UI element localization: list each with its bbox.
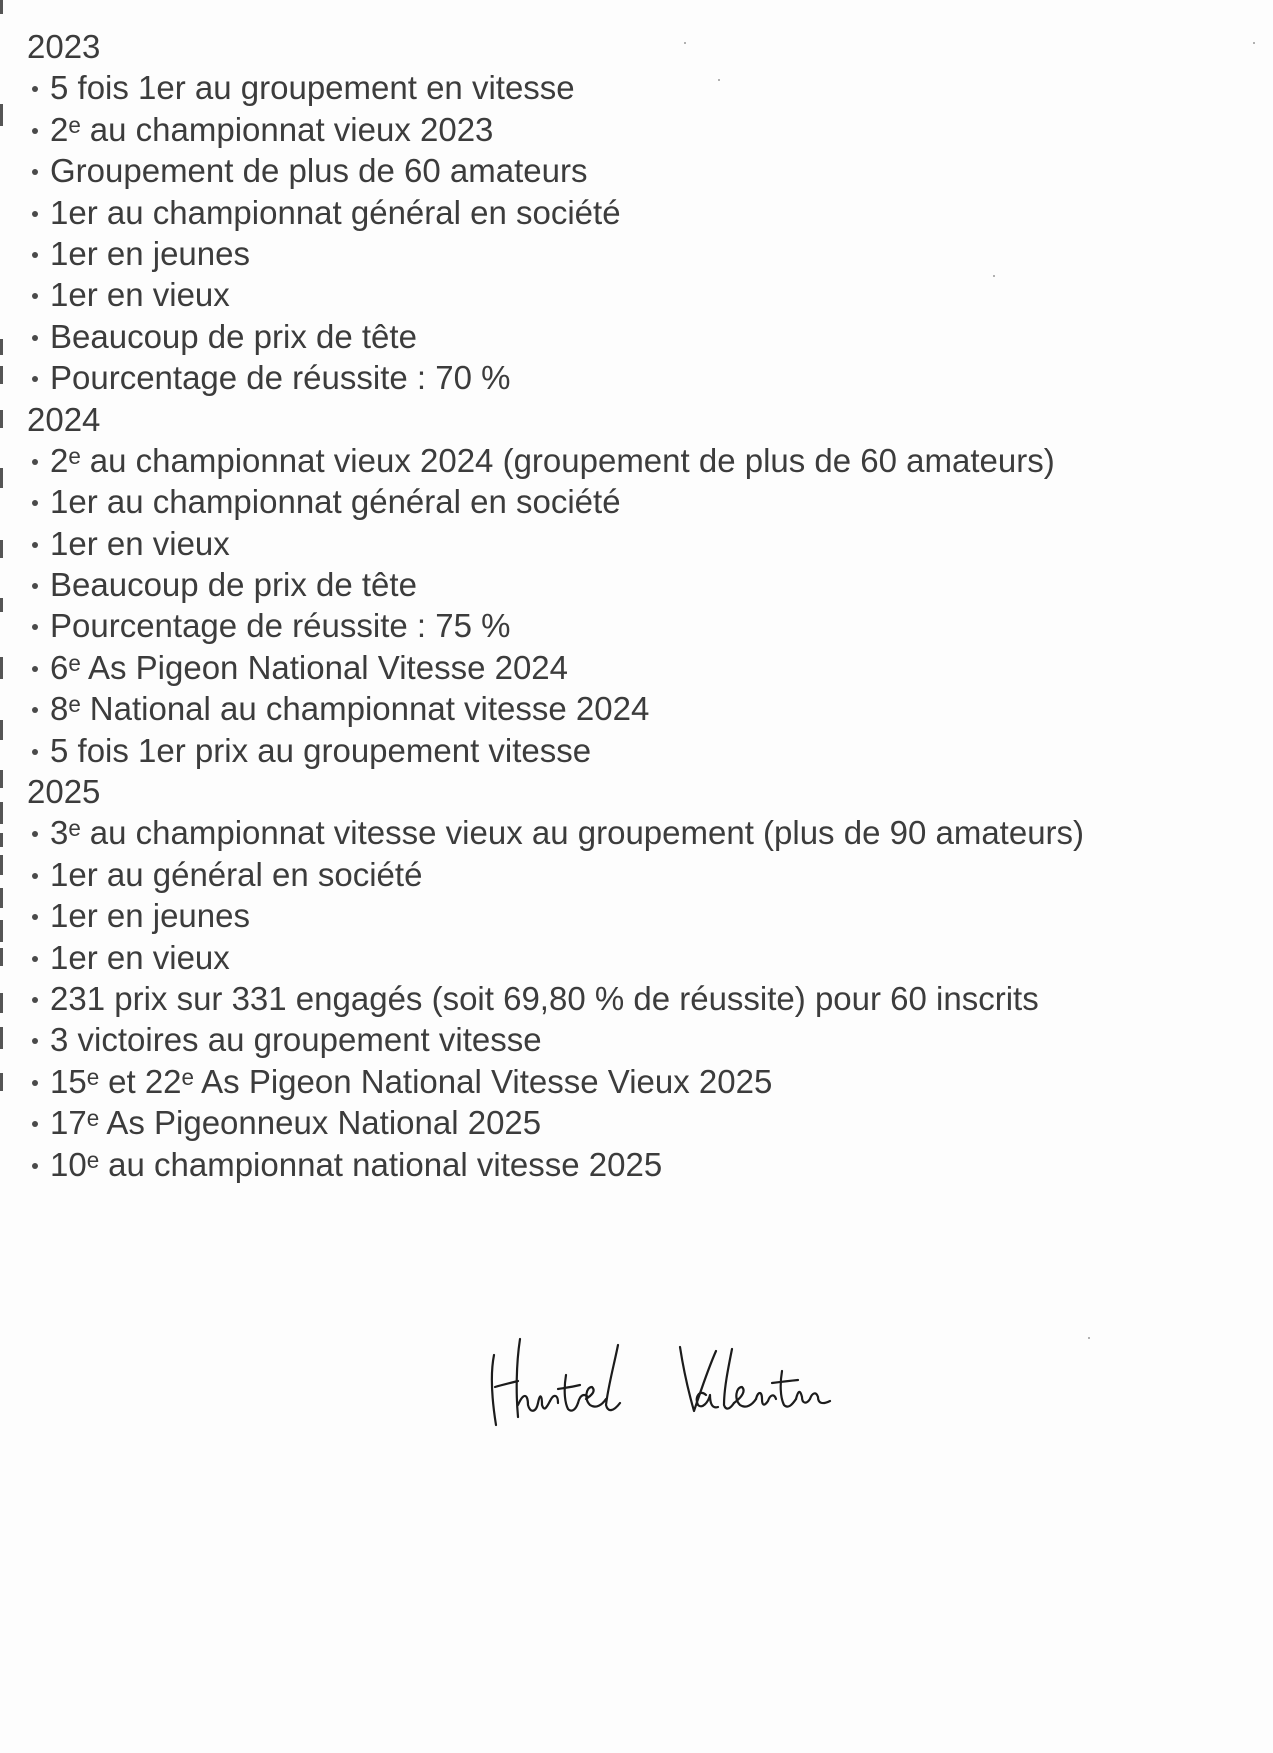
year-heading: 2024 [27, 400, 101, 438]
list-item: 1er en vieux [27, 937, 1227, 978]
list-item: 1er au général en société [27, 854, 1227, 895]
scan-speck [1088, 1337, 1090, 1339]
list-item: 10ᵉ au championnat national vitesse 2025 [27, 1144, 1227, 1185]
section-2024 [27, 399, 1227, 772]
year-heading: 2025 [27, 773, 101, 811]
section-2023 [27, 26, 1227, 399]
achievement-list [27, 67, 1227, 398]
list-item: 1er en jeunes [27, 233, 1227, 274]
list-item: Pourcentage de réussite : 75 % [27, 605, 1227, 646]
list-item: 1er au championnat général en société [27, 192, 1227, 233]
list-item: 6ᵉ As Pigeon National Vitesse 2024 [27, 647, 1227, 688]
list-item: 1er en jeunes [27, 895, 1227, 936]
list-item: 3ᵉ au championnat vitesse vieux au groupement (plus de 90 amateurs) [27, 812, 1227, 853]
list-item: 15ᵉ et 22ᵉ As Pigeon National Vitesse Vieux 2025 [27, 1061, 1227, 1102]
list-item: 5 fois 1er prix au groupement vitesse [27, 730, 1227, 771]
achievement-list [27, 440, 1227, 771]
list-item: 8ᵉ National au championnat vitesse 2024 [27, 688, 1227, 729]
list-item: 3 victoires au groupement vitesse [27, 1019, 1227, 1060]
list-item: Beaucoup de prix de tête [27, 564, 1227, 605]
list-item: 231 prix sur 331 engagés (soit 69,80 % de réussite) pour 60 inscrits [27, 978, 1227, 1019]
list-item: 2ᵉ au championnat vieux 2023 [27, 109, 1227, 150]
list-item: 1er au championnat général en société [27, 481, 1227, 522]
achievement-list [27, 812, 1227, 1185]
list-item: Pourcentage de réussite : 70 % [27, 357, 1227, 398]
list-item: 1er en vieux [27, 523, 1227, 564]
section-2025 [27, 771, 1227, 1185]
year-heading: 2023 [27, 28, 101, 65]
handwritten-signature [480, 1325, 870, 1435]
list-item: Beaucoup de prix de tête [27, 316, 1227, 357]
list-item: Groupement de plus de 60 amateurs [27, 150, 1227, 191]
list-item: 1er en vieux [27, 274, 1227, 315]
list-item: 2ᵉ au championnat vieux 2024 (groupement de plus de 60 amateurs) [27, 440, 1227, 481]
scan-speck [1253, 42, 1255, 44]
achievements-list [27, 26, 1227, 1185]
list-item: 5 fois 1er au groupement en vitesse [27, 67, 1227, 108]
scan-edge-marks [0, 0, 5, 1753]
list-item: 17ᵉ As Pigeonneux National 2025 [27, 1102, 1227, 1143]
